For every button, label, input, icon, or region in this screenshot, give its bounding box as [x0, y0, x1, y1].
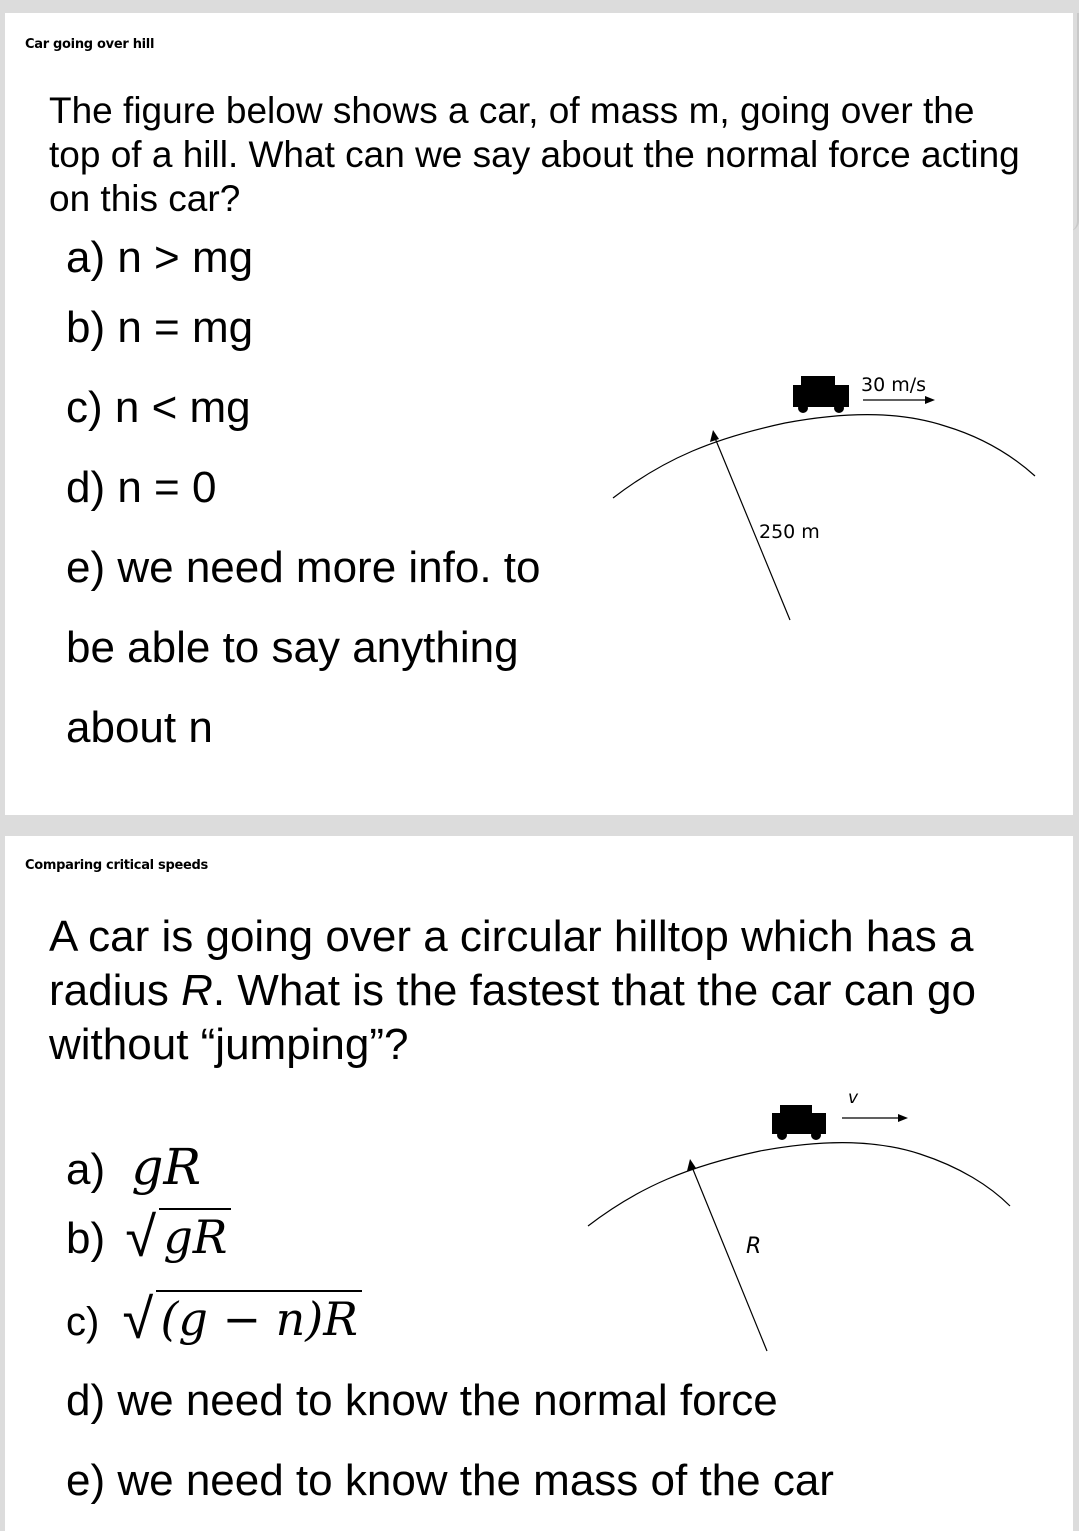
hill-diagram [580, 1081, 1020, 1361]
slide-title: Car going over hill [25, 37, 155, 52]
velocity-arrowhead [925, 396, 935, 404]
sqrt-icon: √ [125, 1205, 157, 1270]
option-e[interactable]: e) we need to know the mass of the car [66, 1456, 834, 1505]
radius-label: R [746, 1234, 762, 1259]
question-text [49, 910, 1029, 1072]
option-e-continued-2: about n [66, 703, 213, 752]
sqrt-icon: √ [122, 1287, 154, 1352]
slide-comparing-critical-speeds [5, 836, 1073, 1531]
option-c[interactable] [66, 1287, 362, 1352]
sqrt-expr [125, 1205, 231, 1270]
option-a[interactable] [66, 1138, 201, 1196]
question-post: . What is the fastest that the car can go without “jumping”? [49, 966, 976, 1069]
option-b[interactable]: b) n = mg [66, 303, 254, 352]
option-c-label: c) [66, 1300, 100, 1344]
sqrt-expr [122, 1287, 361, 1352]
option-a[interactable]: a) n > mg [66, 233, 254, 282]
option-c[interactable]: c) n < mg [66, 383, 251, 432]
radius-line [692, 1167, 767, 1351]
option-e[interactable]: e) we need more info. to [66, 543, 541, 592]
option-e-continued: be able to say anything [66, 623, 519, 672]
option-d[interactable]: d) we need to know the normal force [66, 1376, 778, 1425]
slide-car-over-hill [5, 13, 1073, 815]
hill-diagram [605, 358, 1045, 638]
radius-label: 250 m [759, 521, 820, 543]
hill-curve [588, 1143, 1010, 1226]
velocity-arrowhead [898, 1114, 908, 1122]
question-variable: R [181, 966, 213, 1015]
option-b-label: b) [66, 1214, 106, 1263]
car-icon [793, 376, 849, 413]
speed-label: v [848, 1088, 859, 1108]
option-c-expr: (g − n)R [156, 1290, 361, 1346]
option-d[interactable]: d) n = 0 [66, 463, 217, 512]
question-pre: A car is going over a circular hilltop which has a radius [49, 912, 974, 1015]
option-a-expr: gR [131, 1138, 202, 1196]
speed-label: 30 m/s [861, 374, 927, 396]
radius-arrowhead [710, 430, 719, 442]
hill-curve [613, 415, 1035, 498]
question-text: The figure below shows a car, of mass m, going over the top of a hill. What can we say about the normal force acting on this car? [49, 90, 1020, 219]
car-icon [772, 1105, 826, 1140]
option-b-expr: gR [159, 1208, 231, 1264]
option-b[interactable] [66, 1205, 231, 1270]
slide-title: Comparing critical speeds [25, 858, 208, 873]
option-a-label: a) [66, 1145, 106, 1194]
